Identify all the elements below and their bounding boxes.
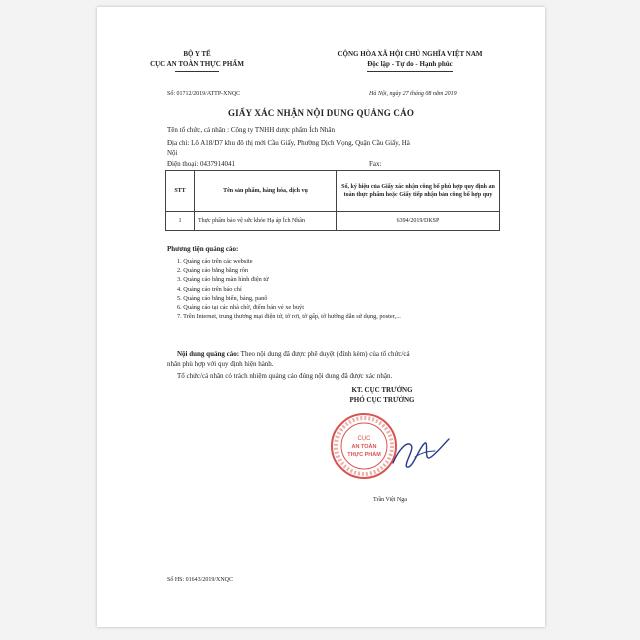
- doc-number: Số: 01712/2019/ATTP-XNQC: [167, 91, 241, 97]
- republic-name: CỘNG HÒA XÃ HỘI CHỦ NGHĨA VIỆT NAM: [337, 50, 483, 58]
- media-heading: Phương tiện quảng cáo:: [167, 245, 239, 253]
- org-fax: Fax:: [369, 160, 382, 168]
- list-item: 3. Quảng cáo bằng màn hình điện tử: [177, 276, 269, 284]
- ministry-underline: [175, 71, 219, 72]
- col-header-product: Tên sản phẩm, hàng hóa, dịch vụ: [195, 171, 337, 212]
- responsibility-note: Tổ chức/cá nhân có trách nhiệm quảng cáo đúng nội dung đã được xác nhận.: [177, 372, 393, 380]
- handwritten-signature: [385, 427, 455, 477]
- record-number: Số HS: 01643/2019/XNQC: [167, 577, 234, 583]
- ministry-name: BỘ Y TẾ: [183, 50, 211, 58]
- document-title: GIẤY XÁC NHẬN NỘI DUNG QUẢNG CÁO: [227, 108, 415, 118]
- col-header-cert: Số, ký hiệu của Giấy xác nhận công bố phù hợp quy định an toàn thực phẩm hoặc Giấy tiếp nhận bản công bố hợp quy: [337, 171, 500, 212]
- ministry-block: [137, 49, 257, 69]
- stamp-line2: AN TOÀN: [351, 444, 377, 450]
- cell-stt: 1: [166, 212, 195, 231]
- content-paragraph: [177, 349, 507, 359]
- list-item: 5. Quảng cáo bằng biển, bảng, panô: [177, 294, 268, 302]
- list-item: 2. Quảng cáo bằng băng rôn: [177, 267, 248, 275]
- republic-block: [295, 49, 525, 69]
- org-phone: Điện thoại: 0437914041: [167, 160, 236, 168]
- motto-underline: [367, 71, 453, 72]
- signature-title-block: [317, 385, 447, 405]
- product-table: [165, 170, 500, 231]
- list-item: 1. Quảng cáo trên các website: [177, 258, 253, 265]
- list-item: 6. Quảng cáo tại các nhà chờ, điểm bán vé xe buýt: [177, 304, 304, 312]
- signature-deputy-title: PHÓ CỤC TRƯỞNG: [349, 396, 415, 404]
- signer-name: Trần Việt Nga: [373, 497, 407, 503]
- motto: Độc lập - Tự do - Hạnh phúc: [367, 60, 453, 68]
- signature-for-title: KT. CỤC TRƯỞNG: [351, 386, 413, 394]
- cell-product: Thực phẩm bảo vệ sức khỏe Hạ áp Ích Nhân: [195, 212, 337, 231]
- content-text-line1: Theo nội dung đã được phê duyệt (đính kèm) của tổ chức/cá: [239, 350, 410, 358]
- department-name: CỤC AN TOÀN THỰC PHẨM: [150, 60, 244, 68]
- col-header-stt: STT: [166, 171, 195, 212]
- document-page: [97, 7, 545, 627]
- stamp-line3: THỰC PHẨM: [347, 452, 381, 458]
- content-text-line2: nhân phù hợp với quy định hiện hành.: [167, 360, 274, 368]
- list-item: 7. Trên Internet, trung thương mại điện tử, tờ rơi, tờ gấp, tờ hướng dẫn sử dụng, poster,...: [177, 313, 401, 321]
- cell-cert: 6394/2019/DKSP: [337, 212, 500, 231]
- table-header-row: [166, 171, 500, 212]
- place-date: Hà Nội, ngày 27 tháng 08 năm 2019: [369, 91, 457, 97]
- org-name: Tên tổ chức, cá nhân : Công ty TNHH dược phẩm Ích Nhân: [167, 126, 336, 134]
- media-list: [177, 257, 507, 321]
- list-item: 4. Quảng cáo trên báo chí: [177, 285, 242, 293]
- org-address-line2: Nội: [167, 149, 178, 157]
- stamp-line1: CỤC: [357, 436, 371, 442]
- table-row: [166, 212, 500, 231]
- content-label: Nội dung quảng cáo:: [177, 350, 240, 358]
- org-address-line1: Địa chỉ: Lô A18/D7 khu đô thị mới Cầu Giấy, Phường Dịch Vọng, Quận Cầu Giấy, Hà: [167, 139, 410, 147]
